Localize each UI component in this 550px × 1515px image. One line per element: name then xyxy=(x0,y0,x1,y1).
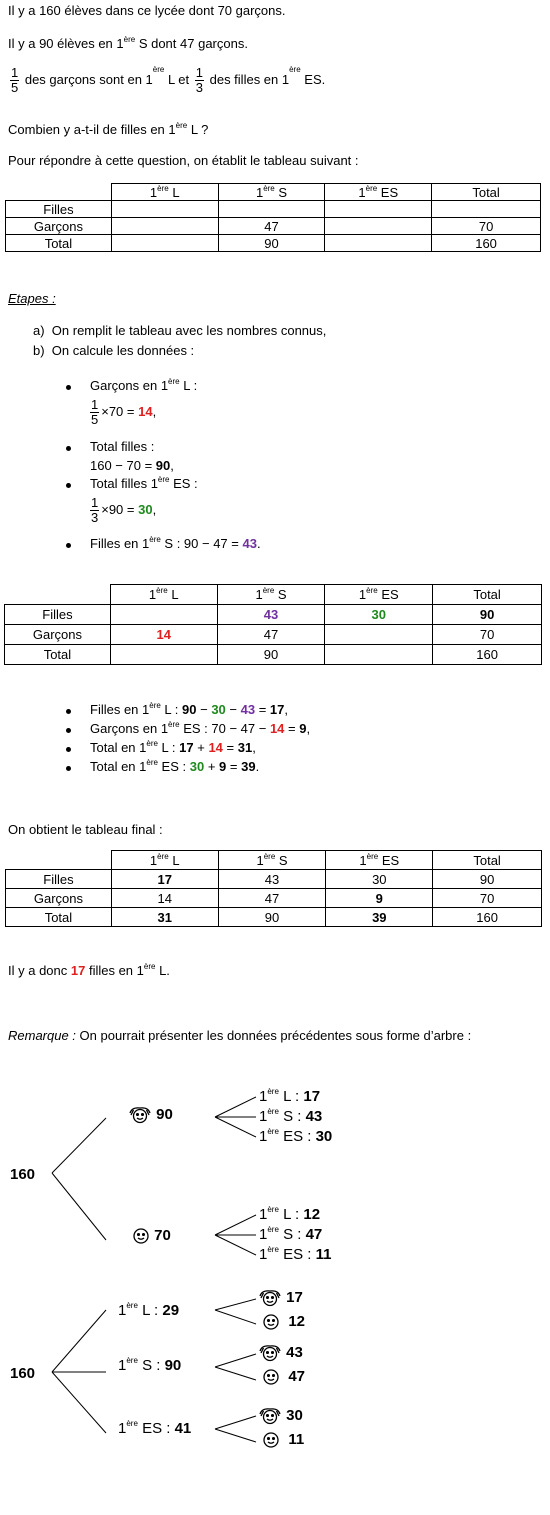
girl-face-icon xyxy=(128,1106,152,1124)
tree1-boys: 70 xyxy=(132,1227,171,1245)
tree1-boys-1L: 1ère L : 12 xyxy=(259,1205,321,1223)
step-3-formula: $\frac{1}{3}$ ×90 = 30, xyxy=(91,495,157,525)
calc-2: Garçons en 1ère ES : 70 − 47 − 14 = 9, xyxy=(90,720,311,736)
cell: 90 xyxy=(433,870,542,889)
header-1ES: 1ère ES xyxy=(325,184,432,201)
cell: 30 xyxy=(325,605,433,625)
step-4: Filles en 1ère S : 90 − 47 = 43. xyxy=(90,535,261,551)
row-label: Total xyxy=(5,645,111,665)
cell: 90 xyxy=(218,908,326,927)
cell: 160 xyxy=(432,235,541,252)
cell: 160 xyxy=(433,908,542,927)
step-b: b) On calcule les données : xyxy=(33,343,195,358)
tree1-girls-1L: 1ère L : 17 xyxy=(259,1087,321,1105)
intro-line-2: Il y a 90 élèves en 1ère S dont 47 garçons. xyxy=(8,35,248,51)
boy-face-icon xyxy=(262,1431,280,1449)
remark: Remarque : On pourrait présenter les données précédentes sous forme d’arbre : xyxy=(8,1028,472,1043)
cell: 47 xyxy=(218,218,325,235)
intro-line-1: Il y a 160 élèves dans ce lycée dont 70 garçons. xyxy=(8,3,286,18)
cell: 70 xyxy=(433,889,542,908)
cell: 70 xyxy=(433,625,542,645)
header-1ES: 1ère ES xyxy=(326,851,433,870)
row-label: Filles xyxy=(6,201,112,218)
table-intro: Pour répondre à cette question, on établit le tableau suivant : xyxy=(8,153,359,168)
step-1-title: Garçons en 1ère L : xyxy=(90,377,198,393)
calc-3: Total en 1ère L : 17 + 14 = 31, xyxy=(90,739,256,755)
cell: 47 xyxy=(217,625,325,645)
step-3-title: Total filles 1ère ES : xyxy=(90,475,198,491)
cell: 70 xyxy=(432,218,541,235)
header-1S: 1ère S xyxy=(218,184,325,201)
header-total: Total xyxy=(433,585,542,605)
row-label: Garçons xyxy=(6,218,112,235)
calc-1: Filles en 1ère L : 90 − 30 − 43 = 17, xyxy=(90,701,288,717)
cell: 43 xyxy=(218,870,326,889)
cell: 9 xyxy=(326,889,433,908)
tree2-1ES: 1ère ES : 41 xyxy=(118,1419,192,1437)
header-1L: 1ère L xyxy=(110,585,217,605)
cell: 14 xyxy=(110,625,217,645)
boy-face-icon xyxy=(262,1368,280,1386)
boy-face-icon xyxy=(262,1313,280,1331)
tree1-boys-1S: 1ère S : 47 xyxy=(259,1225,323,1243)
cell: 39 xyxy=(326,908,433,927)
header-1S: 1ère S xyxy=(217,585,325,605)
header-1L: 1ère L xyxy=(111,851,218,870)
row-label: Total xyxy=(6,235,112,252)
question: Combien y a-t-il de filles en 1ère L ? xyxy=(8,121,209,137)
cell: 30 xyxy=(326,870,433,889)
row-label: Filles xyxy=(6,870,112,889)
tree2-1ES-boys: 11 xyxy=(262,1431,304,1449)
cell: 47 xyxy=(218,889,326,908)
tree2-1ES-girls: 30 xyxy=(258,1407,303,1425)
boy-face-icon xyxy=(132,1227,150,1245)
cell: 31 xyxy=(111,908,218,927)
girl-face-icon xyxy=(258,1407,282,1425)
fraction-one-fifth: $\frac{1}{5}$ xyxy=(11,65,19,95)
calc-4: Total en 1ère ES : 30 + 9 = 39. xyxy=(90,758,260,774)
cell: 90 xyxy=(433,605,542,625)
tree2-root: 160 xyxy=(10,1365,36,1382)
girl-face-icon xyxy=(258,1344,282,1362)
tree1-boys-1ES: 1ère ES : 11 xyxy=(259,1245,332,1263)
cell: 14 xyxy=(111,889,218,908)
step-1-formula: $\frac{1}{5}$ ×70 = 14, xyxy=(91,397,157,427)
header-1L: 1ère L xyxy=(111,184,218,201)
row-label: Garçons xyxy=(5,625,111,645)
step-2-title: Total filles : xyxy=(90,439,155,454)
tree1-girls-1S: 1ère S : 43 xyxy=(259,1107,323,1125)
cell: 43 xyxy=(217,605,325,625)
header-1ES: 1ère ES xyxy=(325,585,433,605)
tree1-root: 160 xyxy=(10,1166,36,1183)
intro-line-3: $\frac{1}{5}$ des garçons sont en 1ère L et $\frac{1}{3}$ des filles en 1ère ES. xyxy=(11,65,326,95)
row-label: Total xyxy=(6,908,112,927)
step-a: a) On remplit le tableau avec les nombres connus, xyxy=(33,323,327,338)
tree1-girls-1ES: 1ère ES : 30 xyxy=(259,1127,333,1145)
final-table-intro: On obtient le tableau final : xyxy=(8,822,163,837)
cell: 160 xyxy=(433,645,542,665)
steps-title: Etapes : xyxy=(8,291,56,306)
header-1S: 1ère S xyxy=(218,851,326,870)
cell: 90 xyxy=(217,645,325,665)
conclusion: Il y a donc 17 filles en 1ère L. xyxy=(8,962,170,978)
tree2-1S: 1ère S : 90 xyxy=(118,1356,182,1374)
cell: 17 xyxy=(111,870,218,889)
cell: 90 xyxy=(218,235,325,252)
row-label: Garçons xyxy=(6,889,112,908)
fraction-one-third: $\frac{1}{3}$ xyxy=(195,65,203,95)
row-label: Filles xyxy=(5,605,111,625)
header-total: Total xyxy=(433,851,542,870)
tree2-1L-girls: 17 xyxy=(258,1289,303,1307)
tree2-1L-boys: 12 xyxy=(262,1313,305,1331)
step-2-formula: 160 − 70 = 90, xyxy=(90,458,174,473)
tree2-1L: 1ère L : 29 xyxy=(118,1301,180,1319)
header-total: Total xyxy=(432,184,541,201)
girl-face-icon xyxy=(258,1289,282,1307)
tree1-girls: 90 xyxy=(128,1106,173,1124)
tree2-1S-girls: 43 xyxy=(258,1344,303,1362)
tree2-1S-boys: 47 xyxy=(262,1368,305,1386)
